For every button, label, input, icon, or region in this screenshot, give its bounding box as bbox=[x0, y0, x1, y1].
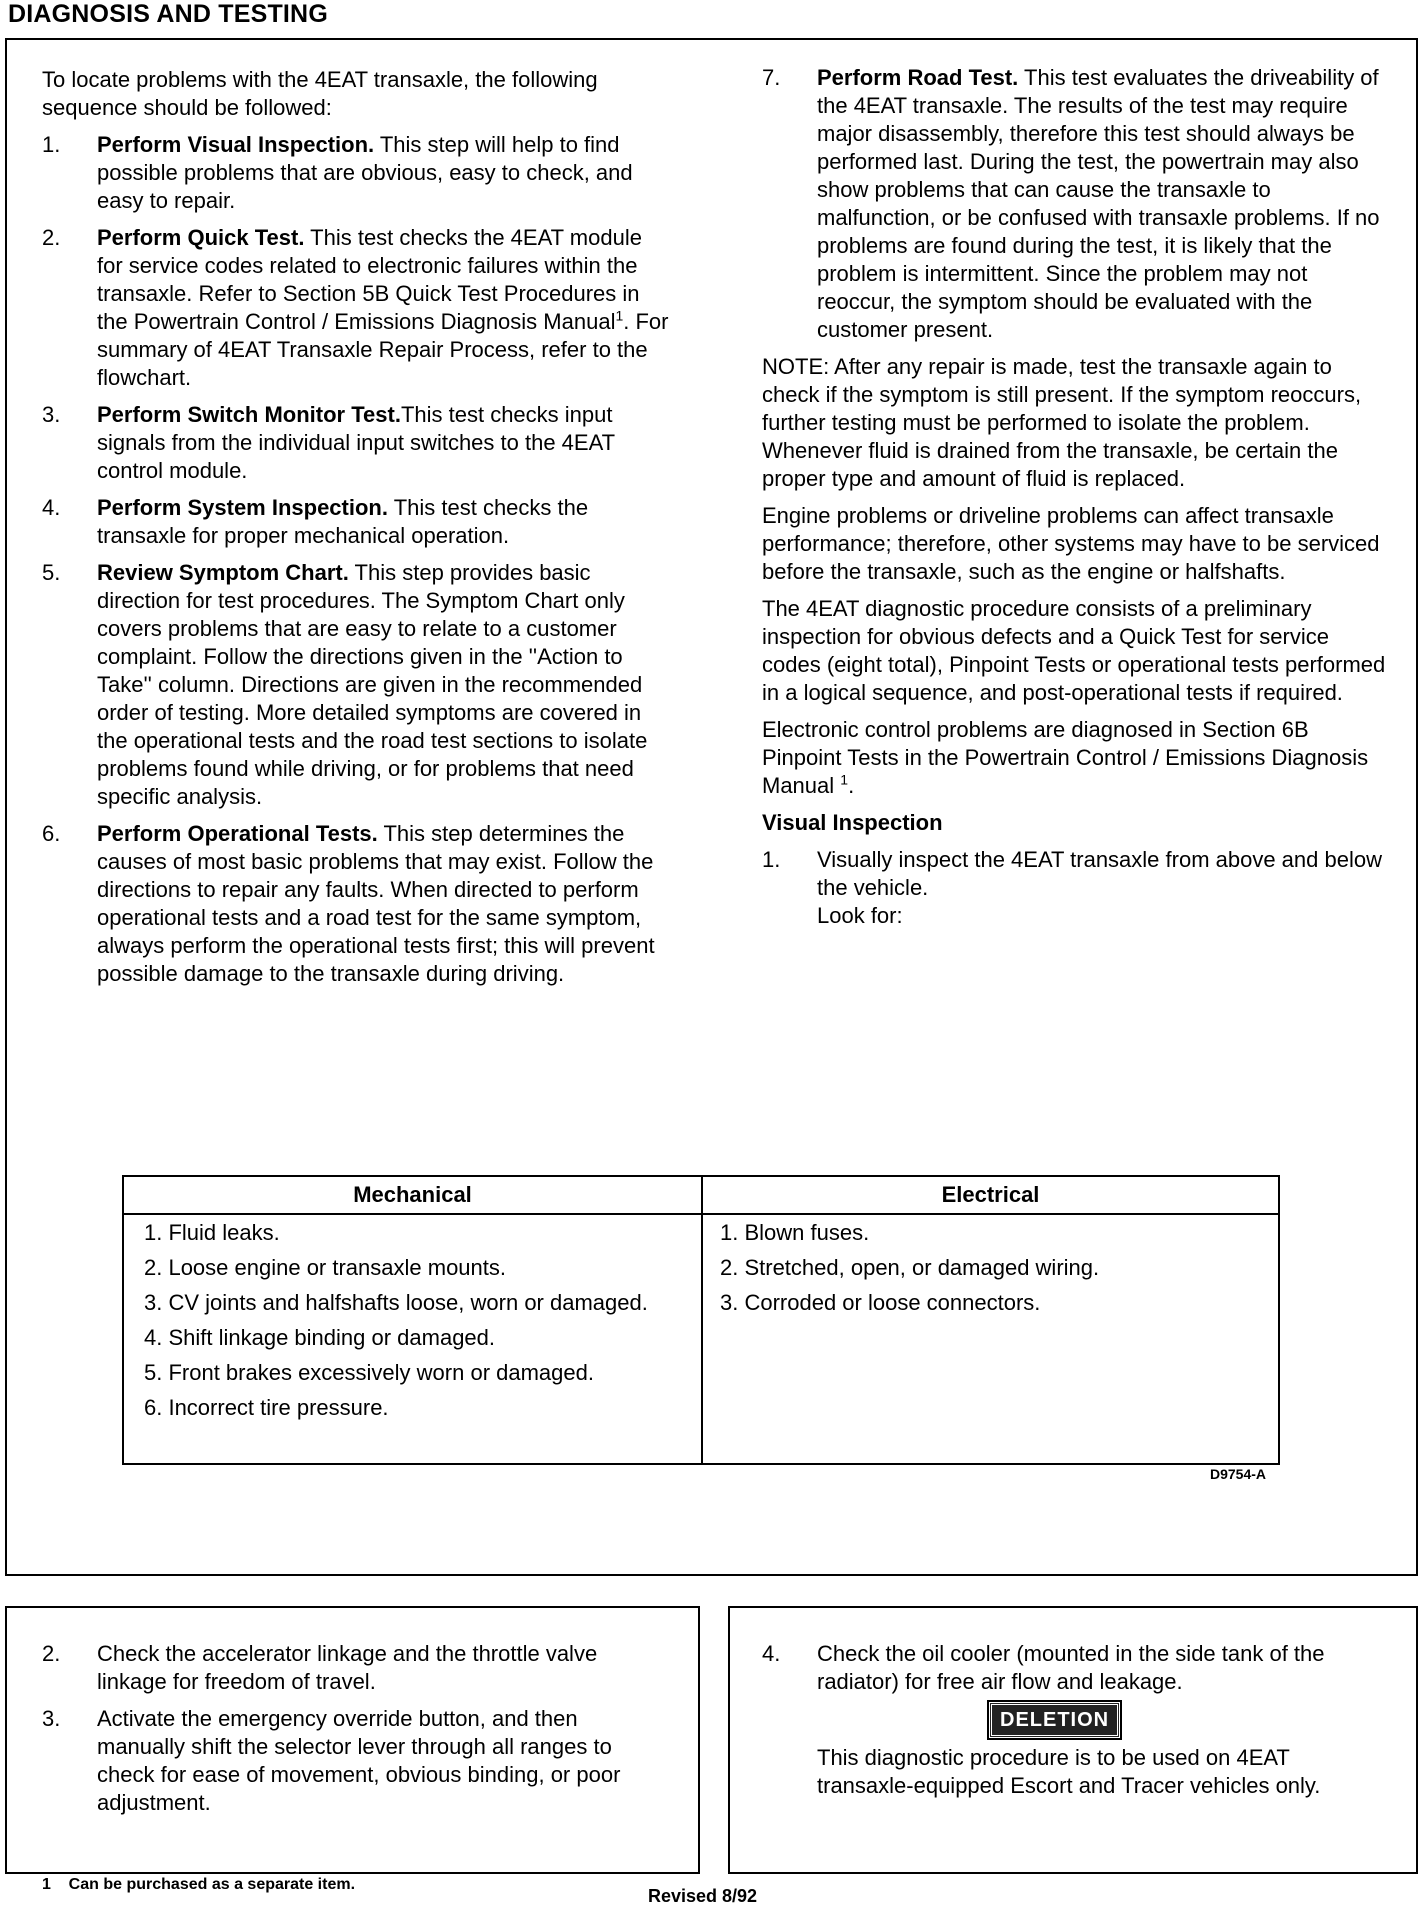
revision-date: Revised 8/92 bbox=[648, 1886, 758, 1906]
visual-step-1: 1. Visually inspect the 4EAT transaxle from above and below the vehicle. Look for: bbox=[762, 847, 1382, 928]
electrical-list bbox=[720, 1219, 1260, 1324]
step-7: 7. Perform Road Test. This test evaluates the driveability of the 4EAT transaxle. The results of the test may require major disassembly, therefore this test should always be performed last. During the test, the powertrain may also show problems that can cause the transaxle to malfunction, or be confused with transaxle problems. If no problems are found during the test, it is likely that the problem is intermittent. Since the problem may not reoccur, the symptom should be evaluated with the customer present. bbox=[762, 65, 1380, 342]
footnote: 1 Can be purchased as a separate item. bbox=[42, 1876, 356, 1893]
note-repair: NOTE: After any repair is made, test the transaxle again to check if the symptom is still present. If the symptom reoccurs, further testing must be performed to isolate the problem. Whenever fluid is drained from the transaxle, be certain the proper type and amount of fluid is replaced. bbox=[762, 354, 1362, 491]
step-override-button: 3. Activate the emergency override button, and then manually shift the selector lever through all ranges to check for ease of movement, obvious binding, or poor adjustment. bbox=[42, 1706, 621, 1815]
note-engine: Engine problems or driveline problems can affect transaxle performance; therefore, other systems may have to be serviced before the transaxle, such as the engine or halfshafts. bbox=[762, 503, 1380, 584]
right-column bbox=[762, 64, 1387, 939]
mechanical-list bbox=[144, 1219, 689, 1429]
electrical-header: Electrical bbox=[703, 1177, 1278, 1215]
inspection-table bbox=[122, 1175, 1280, 1465]
list-item: 4. Shift linkage binding or damaged. bbox=[144, 1325, 496, 1350]
intro-text: To locate problems with the 4EAT transaxle, the following sequence should be followed: bbox=[42, 67, 598, 120]
mechanical-header: Mechanical bbox=[124, 1177, 701, 1215]
visual-inspection-heading: Visual Inspection bbox=[762, 810, 943, 835]
list-item: 2. Loose engine or transaxle mounts. bbox=[144, 1255, 507, 1280]
list-item: 1. Blown fuses. bbox=[720, 1220, 870, 1245]
step-1: 1. Perform Visual Inspection. This step will help to find possible problems that are obvious, easy to check, and easy to repair. bbox=[42, 132, 633, 213]
left-column bbox=[42, 66, 672, 997]
step-3: 3. Perform Switch Monitor Test.This test checks input signals from the individual input switches to the 4EAT control module. bbox=[42, 402, 615, 483]
step-6: 6. Perform Operational Tests. This step determines the causes of most basic problems that may exist. Follow the directions to repair any faults. When directed to perform operational tests and a road test for the same symptom, always perform the operational tests first; this will prevent possible damage to the transaxle during driving. bbox=[42, 821, 655, 986]
step-2: 2. Perform Quick Test. This test checks the 4EAT module for service codes related to electronic failures within the transaxle. Refer to Section 5B Quick Test Procedures in the Powertrain Control / Emissions Diagnosis Manual$^1$. For summary of 4EAT Transaxle Repair Process, refer to the flowchart. bbox=[42, 225, 669, 390]
step-4: 4. Perform System Inspection. This test checks the transaxle for proper mechanical operation. bbox=[42, 495, 589, 548]
list-item: 6. Incorrect tire pressure. bbox=[144, 1395, 389, 1420]
list-item: 2. Stretched, open, or damaged wiring. bbox=[720, 1255, 1100, 1280]
list-item: 1. Fluid leaks. bbox=[144, 1220, 280, 1245]
usage-note: This diagnostic procedure is to be used on 4EAT transaxle-equipped Escort and Tracer vehicles only. bbox=[817, 1745, 1321, 1798]
page-heading: DIAGNOSIS AND TESTING bbox=[8, 0, 328, 28]
bottom-right-content bbox=[762, 1640, 1387, 1800]
step-5: 5. Review Symptom Chart. This step provides basic direction for test procedures. The Symptom Chart only covers problems that are easy to relate to a customer complaint. Follow the directions given in the ''Action to Take'' column. Directions are given in the recommended order of testing. More detailed symptoms are covered in the operational tests and the road test sections to isolate problems found while driving, or for problems that need specific analysis. bbox=[42, 560, 648, 809]
list-item: 3. Corroded or loose connectors. bbox=[720, 1290, 1041, 1315]
list-item: 3. CV joints and halfshafts loose, worn or damaged. bbox=[144, 1290, 648, 1315]
step-check-linkage: 2. Check the accelerator linkage and the throttle valve linkage for freedom of travel. bbox=[42, 1641, 598, 1694]
list-item: 5. Front brakes excessively worn or damaged. bbox=[144, 1360, 594, 1385]
table-divider bbox=[701, 1177, 703, 1463]
footnote-ref: 1 bbox=[615, 307, 624, 324]
deletion-stamp: DELETION bbox=[989, 1702, 1120, 1738]
step-oil-cooler: 4. Check the oil cooler (mounted in the side tank of the radiator) for free air flow and leakage. DELETION This diagnostic procedure is to be used on 4EAT transaxle-equipped Escort and Tracer vehicles only. bbox=[762, 1641, 1325, 1798]
procedure-paragraph: The 4EAT diagnostic procedure consists of a preliminary inspection for obvious defects and a Quick Test for service codes (eight total), Pinpoint Tests or operational tests performed in a logical sequence, and post-operational tests if required. bbox=[762, 596, 1386, 705]
bottom-left-content bbox=[42, 1640, 667, 1826]
electronic-paragraph: Electronic control problems are diagnosed in Section 6B Pinpoint Tests in the Powertrain Control / Emissions Diagnosis Manual $^1$. bbox=[762, 717, 1369, 798]
figure-code: D9754-A bbox=[1210, 1466, 1267, 1482]
